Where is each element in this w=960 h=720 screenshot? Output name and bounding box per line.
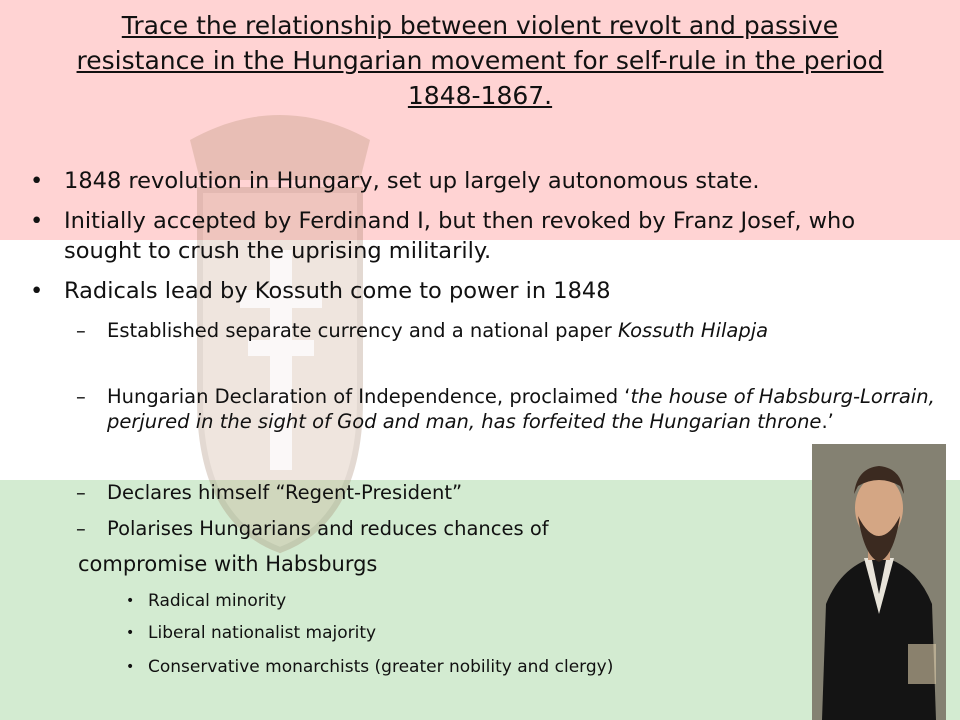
- dash-marker: –: [76, 385, 86, 408]
- bullet-item: [30, 206, 894, 266]
- bullet-marker: •: [126, 659, 135, 675]
- kossuth-portrait: [812, 444, 946, 720]
- bullet-text: 1848 revolution in Hungary, set up largely autonomous state.: [64, 168, 760, 194]
- bullet-marker: •: [126, 625, 135, 641]
- slide-title: Trace the relationship between violent revolt and passive resistance in the Hungarian movement for self-rule in the period 1848-1867.: [76, 11, 884, 110]
- bullet-item: [30, 166, 894, 196]
- group-text: Radical minority: [148, 591, 287, 611]
- group-item: [126, 622, 788, 644]
- bullet-text: Initially accepted by Ferdinand I, but then revoked by Franz Josef, who sought to crush the uprising militarily.: [64, 208, 856, 264]
- sub-bullet-polarises: [76, 516, 807, 541]
- bullet-text: Radicals lead by Kossuth come to power in 1848: [64, 278, 611, 304]
- bullet-item: [30, 276, 894, 306]
- group-text: Liberal nationalist majority: [148, 623, 377, 643]
- group-text: Conservative monarchists (greater nobility and clergy): [148, 657, 614, 677]
- group-item: [126, 590, 788, 612]
- bullet-marker: •: [30, 278, 44, 304]
- sub-bullet-regent: [76, 480, 807, 505]
- newspaper-title: Kossuth Hilapja: [618, 319, 769, 342]
- sub-bullet-text: Polarises Hungarians and reduces chances of: [107, 517, 549, 540]
- sub-bullet-currency: [76, 318, 907, 343]
- group-item: [126, 656, 788, 678]
- declaration-quote: the house of Habsburg-Lorrain, perjured in the sight of God and man, has forfeited the Hungarian throne: [107, 385, 935, 433]
- sub-bullet-text: Hungarian Declaration of Independence, proclaimed ‘: [107, 385, 631, 408]
- bullet-marker: •: [30, 168, 44, 194]
- sub-bullet-text: Established separate currency and a national paper: [107, 319, 619, 342]
- quote-end: .’: [821, 410, 834, 433]
- sub-bullet-declaration: [76, 384, 935, 434]
- dash-marker: –: [76, 481, 86, 504]
- dash-marker: –: [76, 517, 86, 540]
- dash-marker: –: [76, 319, 86, 342]
- sub-bullet-text: Declares himself “Regent-President”: [107, 481, 463, 504]
- bullet-marker: •: [126, 593, 135, 609]
- continuation-text: compromise with Habsburgs: [78, 552, 378, 576]
- bullet-marker: •: [30, 208, 44, 234]
